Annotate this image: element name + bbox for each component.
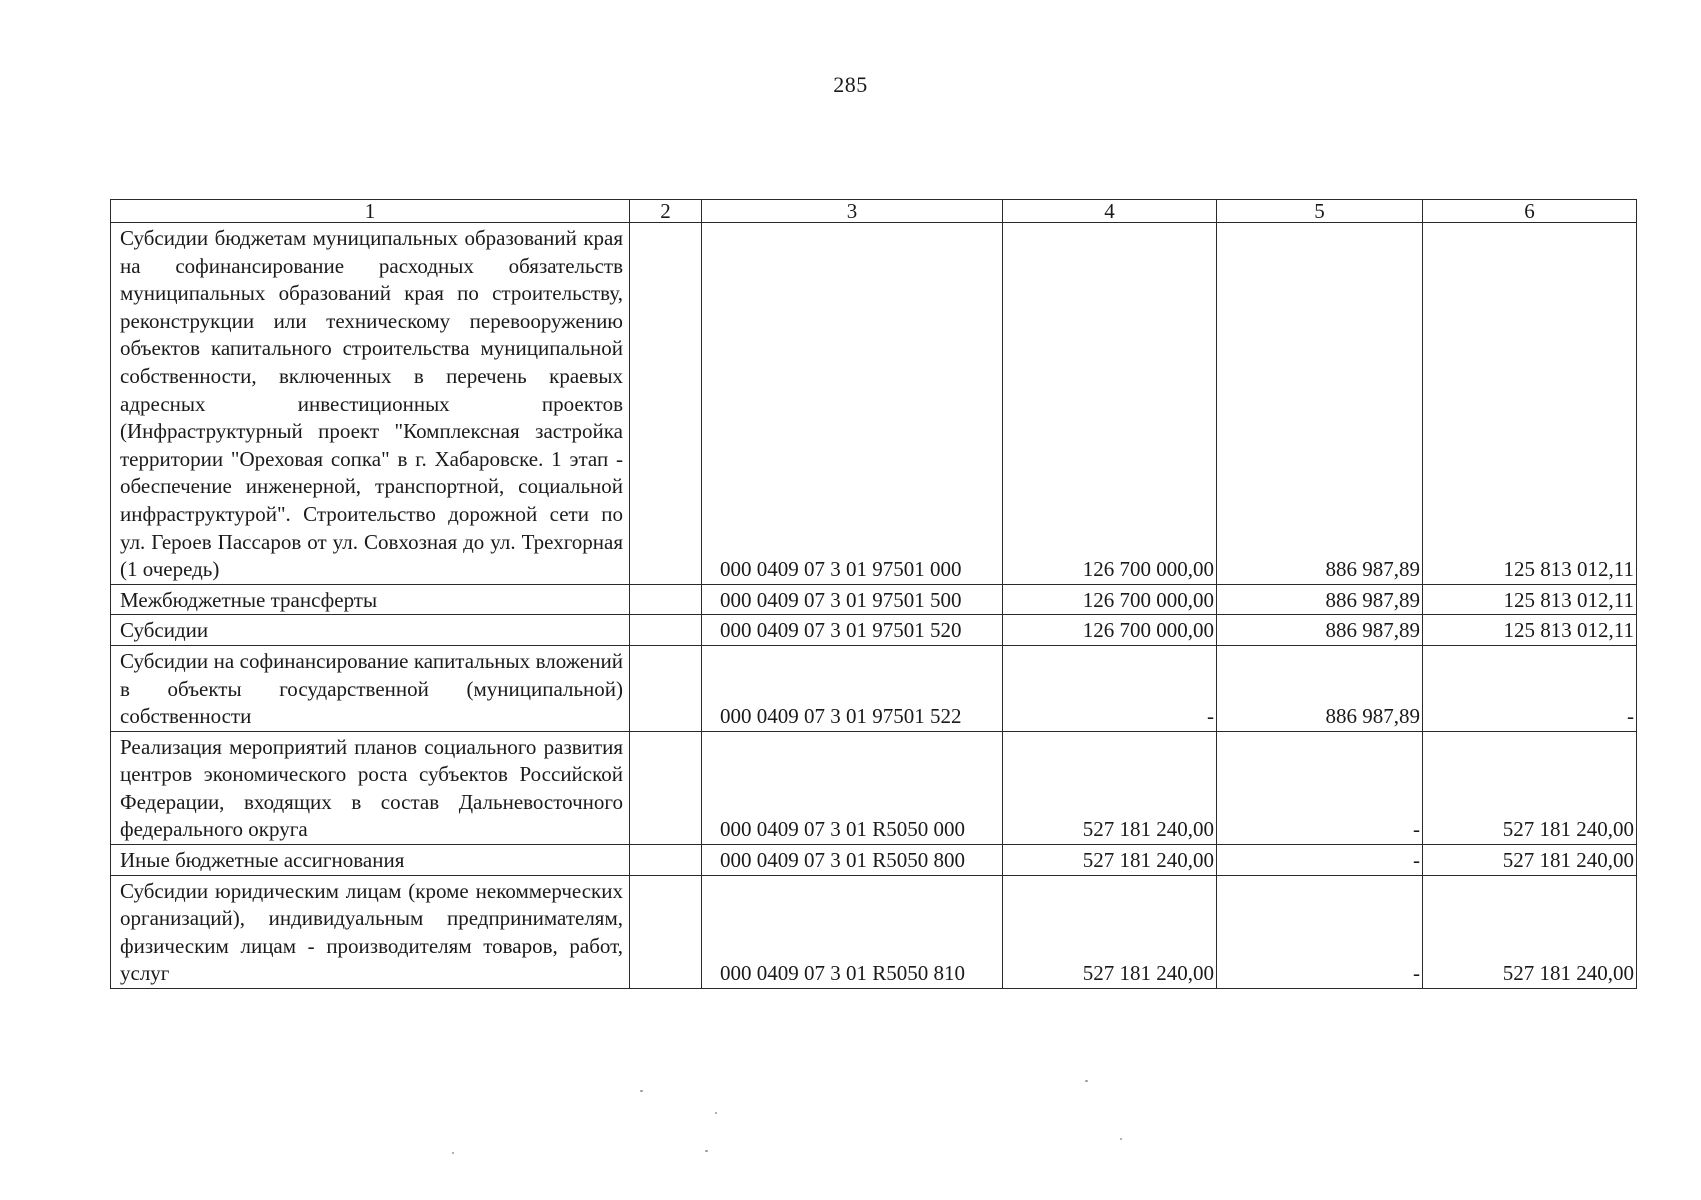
table-row <box>111 223 1637 585</box>
row-code: 000 0409 07 3 01 R5050 000 <box>702 731 1003 844</box>
scan-speck <box>640 1090 643 1092</box>
budget-table <box>110 199 1637 989</box>
table-row <box>111 731 1637 844</box>
row-col5: 886 987,89 <box>1217 584 1423 615</box>
table-row <box>111 875 1637 988</box>
row-col4: - <box>1003 645 1217 731</box>
column-header-4: 4 <box>1003 200 1217 223</box>
row-col5: 886 987,89 <box>1217 615 1423 646</box>
scan-speck <box>452 1152 454 1154</box>
row-col4: 527 181 240,00 <box>1003 875 1217 988</box>
row-name: Субсидии <box>111 615 630 646</box>
column-header-1: 1 <box>111 200 630 223</box>
row-col6: 527 181 240,00 <box>1423 731 1637 844</box>
row-name: Иные бюджетные ассигнования <box>111 845 630 876</box>
row-col4: 527 181 240,00 <box>1003 731 1217 844</box>
row-code: 000 0409 07 3 01 97501 500 <box>702 584 1003 615</box>
row-name: Межбюджетные трансферты <box>111 584 630 615</box>
scan-speck <box>1085 1080 1088 1082</box>
scan-speck <box>1120 1138 1122 1140</box>
table-row <box>111 584 1637 615</box>
row-col4: 126 700 000,00 <box>1003 584 1217 615</box>
column-header-2: 2 <box>630 200 702 223</box>
row-code: 000 0409 07 3 01 R5050 810 <box>702 875 1003 988</box>
row-col2 <box>630 645 702 731</box>
row-col6: - <box>1423 645 1637 731</box>
table-row <box>111 615 1637 646</box>
row-col2 <box>630 584 702 615</box>
row-col5: - <box>1217 731 1423 844</box>
column-header-5: 5 <box>1217 200 1423 223</box>
row-code: 000 0409 07 3 01 97501 520 <box>702 615 1003 646</box>
row-col2 <box>630 731 702 844</box>
row-col5: 886 987,89 <box>1217 645 1423 731</box>
row-code: 000 0409 07 3 01 R5050 800 <box>702 845 1003 876</box>
row-col6: 125 813 012,11 <box>1423 584 1637 615</box>
table-header-row <box>111 200 1637 223</box>
row-col4: 126 700 000,00 <box>1003 223 1217 585</box>
row-col2 <box>630 875 702 988</box>
row-col6: 125 813 012,11 <box>1423 223 1637 585</box>
row-name: Субсидии на софинансирование капитальных вложений в объекты государственной (муниципальной) собственности <box>111 645 630 731</box>
row-name: Реализация мероприятий планов социального развития центров экономического роста субъектов Российской Федерации, входящих в состав Дальневосточного федерального округа <box>111 731 630 844</box>
page-number: 285 <box>833 72 868 97</box>
column-header-6: 6 <box>1423 200 1637 223</box>
column-header-3: 3 <box>702 200 1003 223</box>
row-col2 <box>630 845 702 876</box>
row-col5: 886 987,89 <box>1217 223 1423 585</box>
row-name: Субсидии бюджетам муниципальных образований края на софинансирование расходных обязательств муниципальных образований края по строительству, реконструкции или техническому перевооружению объектов капитального строительства муниципальной собственности, включенных в перечень краевых адресных инвестиционных проектов (Инфраструктурный проект "Комплексная застройка территории "Ореховая сопка" в г. Хабаровске. 1 этап - обеспечение инженерной, транспортной, социальной инфраструктурой". Строительство дорожной сети по ул. Героев Пассаров от ул. Совхозная до ул. Трехгорная (1 очередь) <box>111 223 630 585</box>
table-row <box>111 645 1637 731</box>
scan-speck <box>715 1112 717 1114</box>
row-code: 000 0409 07 3 01 97501 522 <box>702 645 1003 731</box>
row-col5: - <box>1217 845 1423 876</box>
row-col4: 126 700 000,00 <box>1003 615 1217 646</box>
row-col2 <box>630 615 702 646</box>
row-name: Субсидии юридическим лицам (кроме некоммерческих организаций), индивидуальным предпринимателям, физическим лицам - производителям товаров, работ, услуг <box>111 875 630 988</box>
scan-speck <box>705 1150 708 1152</box>
table-row <box>111 845 1637 876</box>
row-col4: 527 181 240,00 <box>1003 845 1217 876</box>
row-col2 <box>630 223 702 585</box>
row-col6: 527 181 240,00 <box>1423 845 1637 876</box>
row-col6: 527 181 240,00 <box>1423 875 1637 988</box>
row-code: 000 0409 07 3 01 97501 000 <box>702 223 1003 585</box>
row-col5: - <box>1217 875 1423 988</box>
row-col6: 125 813 012,11 <box>1423 615 1637 646</box>
